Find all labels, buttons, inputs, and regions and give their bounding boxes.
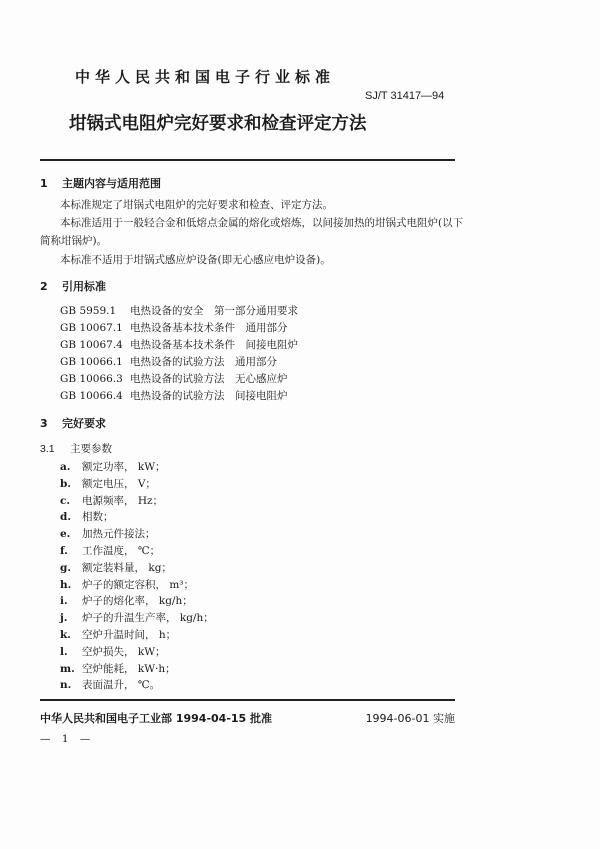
parameter-item: e. 加热元件接法；: [60, 528, 156, 541]
standard-header: 中华人民共和国电子行业标准: [75, 68, 336, 86]
document-title: 坩锅式电阻炉完好要求和检查评定方法: [69, 114, 367, 134]
paragraph: 本标准规定了坩锅式电阻炉的完好要求和检查、评定方法。: [60, 199, 333, 211]
reference-item: GB 10066.4 电热设备的试验方法 间接电阻炉: [60, 390, 288, 402]
bottom-rule: [40, 699, 455, 701]
parameter-item: a. 额定功率， kW；: [60, 461, 166, 473]
section-1-heading: 1 主题内容与适用范围: [40, 177, 161, 190]
parameter-item: n. 表面温升， ℃。: [60, 679, 161, 692]
parameter-item: k. 空炉升温时间， h；: [60, 628, 177, 641]
parameter-item: h. 炉子的额定容积， m³；: [60, 578, 195, 591]
approval-line: 中华人民共和国电子工业部 1994-04-15 批准: [40, 712, 273, 725]
reference-item: GB 10067.1 电热设备基本技术条件 通用部分: [60, 322, 288, 334]
paragraph: 本标准适用于一般轻合金和低熔点金属的熔化或熔炼，以间接加热的坩锅式电阻炉(以下: [60, 217, 464, 229]
parameter-item: m. 空炉能耗， kW·h；: [60, 662, 176, 675]
reference-item: GB 5959.1 电热设备的安全 第一部分通用要求: [60, 305, 298, 317]
reference-item: GB 10066.1 电热设备的试验方法 通用部分: [60, 356, 277, 368]
section-3-heading: 3 完好要求: [40, 417, 106, 430]
reference-list: [60, 303, 298, 405]
parameter-item: f. 工作温度， ℃；: [60, 544, 161, 557]
reference-item: GB 10067.4 电热设备基本技术条件 间接电阻炉: [60, 339, 298, 351]
parameter-item: g. 额定装料量， kg；: [60, 561, 172, 574]
standard-code: SJ/T 31417—94: [365, 90, 445, 102]
section-2-heading: 2 引用标准: [40, 280, 106, 293]
page-number: — 1 —: [40, 733, 95, 745]
parameter-item: b. 额定电压， V；: [60, 477, 156, 490]
top-rule: [40, 159, 455, 161]
parameter-list: [60, 459, 214, 694]
parameter-item: l. 空炉损失， kW；: [60, 645, 166, 658]
parameter-item: d. 相数；: [60, 511, 114, 524]
parameter-item: c. 电源频率， Hz；: [60, 494, 164, 507]
reference-item: GB 10066.3 电热设备的试验方法 无心感应炉: [60, 373, 288, 385]
paragraph: 本标准不适用于坩锅式感应炉设备(即无心感应电炉设备)。: [60, 254, 331, 266]
parameter-item: j. 炉子的升温生产率， kg/h；: [60, 612, 214, 625]
parameter-item: i. 炉子的熔化率， kg/h；: [60, 595, 193, 608]
subsection-3-1-heading: 3.1 主要参数: [40, 443, 112, 455]
paragraph: 简称坩锅炉)。: [40, 235, 108, 247]
effective-date: 1994-06-01 实施: [365, 712, 455, 725]
